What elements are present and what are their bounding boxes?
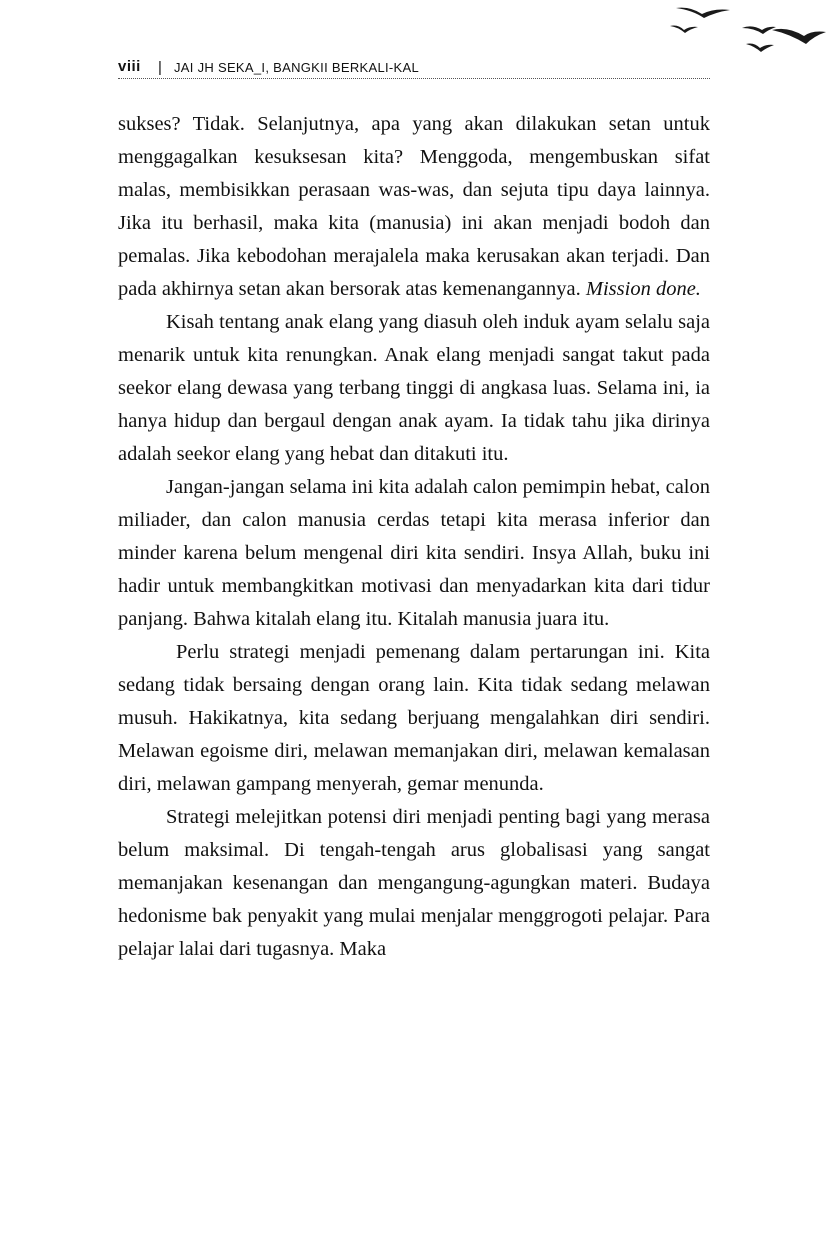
italic-phrase: Mission done. — [585, 278, 701, 300]
paragraph: Strategi melejitkan potensi diri menjadi penting bagi yang merasa belum maksimal. Di tengah-tengah arus globalisasi yang sangat memanjakan kesenangan dan mengangung-agungkan materi. Budaya hedonisme bak penyakit yang mulai menjalar menggrogoti pelajar. Para pelajar lalai dari tugasnya. Maka — [118, 806, 710, 960]
paragraph — [118, 108, 710, 306]
body-text — [118, 108, 710, 966]
running-title: JAI JH SEKA_I, BANGKII BERKALI-KAL — [174, 60, 420, 75]
bird-icon — [676, 8, 730, 18]
bird-icon — [670, 26, 698, 34]
bird-icon — [742, 26, 776, 34]
flying-birds-illustration — [668, 0, 828, 62]
paragraph: Kisah tentang anak elang yang diasuh oleh induk ayam selalu saja menarik untuk kita renungkan. Anak elang menjadi sangat takut pada seekor elang dewasa yang terbang tinggi di angkasa luas. Selama ini, ia hanya hidup dan bergaul dengan anak ayam. Ia tidak tahu jika dirinya adalah seekor elang yang hebat dan ditakuti itu. — [118, 311, 710, 465]
page-number: viii — [118, 58, 141, 75]
header-separator: | — [158, 59, 162, 76]
paragraph: Jangan-jangan selama ini kita adalah calon pemimpin hebat, calon miliader, dan calon manusia cerdas tetapi kita merasa inferior dan minder karena belum mengenal diri kita sendiri. Insya Allah, buku ini hadir untuk membangkitkan motivasi dan menyadarkan kita dari tidur panjang. Bahwa kitalah elang itu. Kitalah manusia juara itu. — [118, 476, 710, 630]
bird-icon — [746, 44, 774, 53]
bird-icon — [772, 29, 826, 44]
paragraph: Perlu strategi menjadi pemenang dalam pertarungan ini. Kita sedang tidak bersaing dengan orang lain. Kita tidak sedang melawan musuh. Hakikatnya, kita sedang berjuang mengalahkan diri sendiri. Melawan egoisme diri, melawan memanjakan diri, melawan kemalasan diri, melawan gampang menyerah, gemar menunda. — [118, 641, 710, 795]
page-header — [118, 58, 710, 79]
paragraph-text: sukses? Tidak. Selanjutnya, apa yang akan dilakukan setan untuk menggagalkan kesuksesan kita? Menggoda, mengembuskan sifat malas, membisikkan perasaan was-was, dan sejuta tipu daya lainnya. Jika itu berhasil, maka kita (manusia) ini akan menjadi bodoh dan pemalas. Jika kebodohan merajalela maka kerusakan akan terjadi. Dan pada akhirnya setan akan bersorak atas kemenangannya. — [118, 113, 710, 300]
